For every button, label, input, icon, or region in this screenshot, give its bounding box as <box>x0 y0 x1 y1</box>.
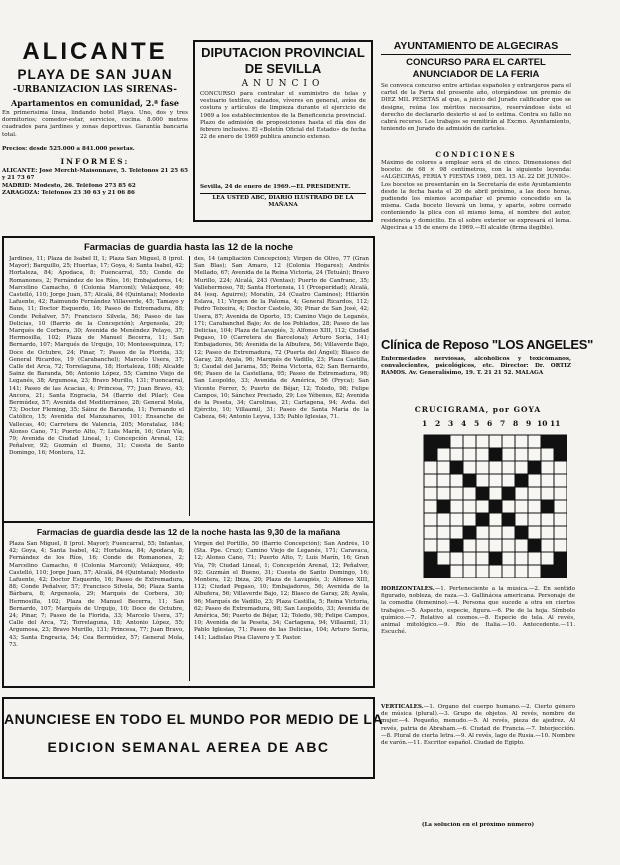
grid-cell <box>450 435 463 448</box>
grid-cell <box>450 500 463 513</box>
grid-cell <box>437 552 450 565</box>
grid-cell <box>528 552 541 565</box>
grid-cell <box>463 448 476 461</box>
algeciras-body-1: Se convoca concurso entre artistas españoles y extranjeros para el cartel de la Feria del presente año, otorgándose un premio de DIEZ MIL PESETAS al que, a juicio del Jurado calificador que se designe, reúna los méritos necesarios, reservándose éste el derecho de declararlo desierto si así lo estima. Contra su fallo no cabrá recurso. Los trabajos se remitirán al Excmo. Ayuntamiento, teniendo en Jurado de admisión de carteles. <box>381 83 571 133</box>
col-number: 6 <box>487 419 493 428</box>
algeciras-rule <box>381 54 571 55</box>
grid-cell <box>502 474 515 487</box>
grid-cell <box>450 552 463 565</box>
grid-cell <box>528 526 541 539</box>
grid-cell <box>515 487 528 500</box>
grid-cell-black <box>437 435 450 448</box>
farmacias-box <box>2 236 375 688</box>
grid-cell <box>541 526 554 539</box>
grid-cell-black <box>424 565 437 578</box>
grid-cell <box>476 565 489 578</box>
farmacias-divider <box>4 521 373 523</box>
grid-cell <box>476 500 489 513</box>
farmacias-col-2: des, 14 (ampliación Concepción); Virgen de Olivo, 77 (Gran San Blas); San Amaro, 12 (Colonia Hogares); Andrés Mellado, 67; Avenida de la Reina Victoria, 24 (Tetuán); Bravo Murillo, 224; Alcalá, 243 (Ventas); Puerto de Canfranc, 35; Vallehermoso, 78; Santa Hortensia, 11 (Prosperidad); Alcalá, 84 (esq. Aguirre); Moratín, 24 (Cuatro Caminos); Hilarión Eslava, 11; Virgen de la Paloma, 4; General Ricardos, 112; Pedro Teixeira, 4; Doctor Castelo, 30; Pinar de San José, 42; Usera, 87; Avenida de Oporto, 15; Camino Viejo de Leganés, 171; Carabanchel Bajo; Av. de los Poblados, 28; Paseo de las Delicias, 104; Plaza de Lavapiés, 3; Alfonso XIII, 112; Ciudad Pegaso, 10 (Carretera de Barcelona); Arturo Soria, 141; Embajadores, 56; Avenida de la Albufera, 56; Villaverde Bajo, 12; Paseo de Extremadura, 72 (Puerta del Ángel); Blasco de Garay, 28; Ayala, 96; Marqués de Vadillo, 23; Plaza Castilla, 5; Caudal del Jarama, 55; Reina Victoria, 62; San Bernardo, 66; Paseo de la Castellana, 95; Paseo de Extremadura, 98; San Leopoldo, 33; Avenida de América, 56 (Pryca); San Vicente Ferrer, 5; Puerto de Béjar, 12; Toledo, 98; Felipe Campos, 10; Sánchez Preciado, 29; Los Yébenes, 82; Avenida de la Peseta, 34; Carolinas, 21; Cartagena, 94; Avda. del Ejército, 10; Villaamil, 31; Paseo de Santa María de la Cabeza, 64; Antonio Leyva, 135; Pablo Iglesias, 71. <box>194 256 369 421</box>
grid-cell <box>515 448 528 461</box>
algeciras-condiciones-heading: CONDICIONES <box>435 150 517 159</box>
horizontales-clues: —1. Perteneciente a la música.—2. En sentido figurado, nobleza, de raza.—3. Gallinácea americana. Personaje de la comedia (femenino).—4. Persona que sucede a otra en ciertos trabajos.—5. Aspecto, especie, figura.—6. Pie de la hoja. Símbolo químico.—7. Relativo al cosmos.—8. Especie de tela. Al revés, animal mitológico.—9. Río de Italia.—10. Antecedente.—11. Escuché. <box>381 586 575 636</box>
grid-cell <box>541 461 554 474</box>
banner-line-2: EDICION SEMANAL AEREA DE ABC <box>47 739 330 755</box>
grid-cell <box>424 513 437 526</box>
grid-cell-black <box>502 487 515 500</box>
col-number: 1 <box>422 419 428 428</box>
verticales-heading: VERTICALES. <box>381 704 424 710</box>
grid-cell <box>450 526 463 539</box>
crossword-grid <box>423 434 567 578</box>
grid-cell <box>463 552 476 565</box>
col-number: 2 <box>435 419 441 428</box>
clinica-title: Clínica de Reposo "LOS ANGELES" <box>381 337 594 352</box>
farmacias-col-4: Virgen del Portillo, 50 (Barrio Concepción); San Andrés, 10 (Sta. Ppe. Cruz); Camino Viejo de Leganés, 171; Caravaca, 12; Alonso Cano, 71; Puerto Alto, 7; Luis Marín, 16; Gran Vía, 79; Ciudad Lineal, 1; Concepción Arenal, 12; Peñalver, 92; Guzmán el Bueno, 31; Cuesta de Santo Domingo, 16; Montera, 12; Ibiza, 20; Plaza de Lavapiés, 3; Alfonso XIII, 112; Ciudad Pegaso, 10; Embajadores, 56; Avenida de la Albufera, 56; Villaverde Bajo, 12; Blasco de Garay, 28; Ayala, 96; Marqués de Vadillo, 23; Plaza Castilla, 5; Reina Victoria, 62; Paseo de Extremadura, 98; San Leopoldo, 33; Avenida de América, 56; Puerto de Béjar, 12; Toledo, 98; Felipe Campos, 10; Avenida de la Peseta, 34; Cartagena, 94; Villaamil, 31; Pablo Iglesias, 71; Paseo de las Delicias, 104; Arturo Soria, 141; Ladislao Pisa Clavero y T. Pastor. <box>194 541 369 641</box>
alicante-urbanizacion: -URBANIZACION LAS SIRENAS- <box>13 85 177 95</box>
algeciras-title: AYUNTAMIENTO DE ALGECIRAS <box>393 40 559 52</box>
algeciras-subtitle-1: CONCURSO PARA EL CARTEL <box>406 57 546 68</box>
alicante-body: En primerísima línea, lindando hotel Playa. Uno, dos y tres dormitorios; comedor-estar, servicios, cocina. 8.000 metros cuadrados para jardines y zonas deportivas. Garantía bancaria total. <box>2 110 188 138</box>
clinica-body: Enfermedades nerviosas, alcohólicos y toxicómanos, convalecientes, psicológicos, etc. Director: Dr. ORTIZ RAMOS. Av. Generalísimo, 19. T. 21 21 52. MALAGA <box>381 356 571 377</box>
grid-cell-black <box>528 461 541 474</box>
grid-cell <box>489 435 502 448</box>
grid-cell <box>541 487 554 500</box>
grid-cell-black <box>515 474 528 487</box>
grid-cell <box>515 461 528 474</box>
grid-cell <box>463 539 476 552</box>
grid-cell <box>463 487 476 500</box>
grid-cell <box>502 565 515 578</box>
grid-cell <box>502 448 515 461</box>
alicante-informes-heading: INFORMES: <box>60 157 130 167</box>
grid-cell <box>502 461 515 474</box>
grid-cell <box>515 435 528 448</box>
grid-cell-black <box>515 526 528 539</box>
grid-cell <box>541 448 554 461</box>
grid-cell <box>528 435 541 448</box>
diputacion-anuncio: ANUNCIO <box>241 79 325 89</box>
grid-cell <box>437 448 450 461</box>
col-number: 4 <box>461 419 467 428</box>
grid-cell-black <box>437 565 450 578</box>
grid-cell <box>424 539 437 552</box>
grid-cell <box>489 474 502 487</box>
grid-cell <box>450 487 463 500</box>
grid-cell <box>437 461 450 474</box>
grid-cell <box>463 513 476 526</box>
grid-cell <box>554 461 567 474</box>
banner-line-1: ANUNCIESE EN TODO EL MUNDO POR MEDIO DE LA <box>4 711 384 727</box>
grid-cell <box>554 526 567 539</box>
horizontales-block <box>381 586 575 704</box>
grid-cell-black <box>554 565 567 578</box>
grid-cell-black <box>489 500 502 513</box>
alicante-informes-zaragoza: ZARAGOZA: Teléfonos 23 30 63 y 21 06 86 <box>2 189 135 196</box>
grid-cell <box>528 565 541 578</box>
col-number: 5 <box>474 419 480 428</box>
grid-cell <box>554 500 567 513</box>
alicante-subtitle: PLAYA DE SAN JUAN <box>17 67 173 82</box>
abc-banner <box>2 697 384 779</box>
grid-cell-black <box>424 435 437 448</box>
diputacion-signature: Sevilla, 24 de enero de 1969.—EL PRESIDENTE. <box>200 184 351 190</box>
grid-cell <box>476 539 489 552</box>
grid-cell <box>502 500 515 513</box>
grid-cell <box>489 539 502 552</box>
grid-cell-black <box>489 552 502 565</box>
col-number: 7 <box>500 419 506 428</box>
diputacion-ad <box>193 40 373 222</box>
farmacias-heading-2: Farmacias de guardia desde las 12 de la noche hasta las 9,30 de la mañana <box>36 527 341 537</box>
grid-cell-black <box>463 526 476 539</box>
grid-cell <box>528 487 541 500</box>
grid-cell <box>476 461 489 474</box>
crucigrama-title: CRUCIGRAMA, por GOYA <box>414 405 542 414</box>
grid-cell <box>463 500 476 513</box>
grid-cell-black <box>541 435 554 448</box>
col-number: 9 <box>526 419 532 428</box>
grid-cell-black <box>554 435 567 448</box>
grid-cell <box>502 526 515 539</box>
algeciras-ad <box>381 40 571 330</box>
diputacion-footer: LEA USTED ABC, DIARIO ILUSTRADO DE LA MAÑANA <box>200 193 366 209</box>
grid-cell <box>489 565 502 578</box>
crucigrama <box>381 404 575 844</box>
grid-cell <box>463 565 476 578</box>
grid-cell-black <box>424 552 437 565</box>
grid-cell-black <box>489 448 502 461</box>
grid-cell <box>450 448 463 461</box>
grid-cell <box>515 539 528 552</box>
grid-cell <box>541 513 554 526</box>
grid-cell <box>515 513 528 526</box>
grid-cell-black <box>528 539 541 552</box>
grid-cell-black <box>541 500 554 513</box>
grid-cell-black <box>554 448 567 461</box>
col-number: 10 <box>537 419 548 428</box>
grid-cell <box>450 565 463 578</box>
grid-cell <box>424 487 437 500</box>
grid-cell <box>437 474 450 487</box>
grid-cell-black <box>450 539 463 552</box>
alicante-informes-madrid: MADRID: Modesto, 26. Teléfono 273 85 62 <box>2 182 136 189</box>
grid-cell <box>450 474 463 487</box>
grid-cell <box>424 526 437 539</box>
grid-cell <box>476 448 489 461</box>
grid-cell <box>463 461 476 474</box>
grid-cell <box>489 487 502 500</box>
grid-cell-black <box>554 552 567 565</box>
alicante-precios: Precios: desde 525.000 a 841.000 pesetas. <box>2 146 135 152</box>
grid-cell <box>437 487 450 500</box>
crucigrama-solution-note: (La solución en el próximo número) <box>421 822 535 828</box>
grid-cell <box>489 526 502 539</box>
grid-cell-black <box>476 513 489 526</box>
horizontales-heading: HORIZONTALES. <box>381 586 435 592</box>
grid-cell <box>554 539 567 552</box>
grid-cell <box>515 500 528 513</box>
grid-cell <box>528 448 541 461</box>
grid-cell <box>437 513 450 526</box>
farmacias-col-1: Jardines, 11; Plaza de Isabel II, 1; Plaza San Miguel, 8 (prol. Mayor); Barquillo, 25; Huertas, 17; Goya, 4; Santa Isabel, 42; Hortaleza, 84; Apodaca, 8; Fuencarral, 55; Conde de Romanones, 2; Fernández de los Ríos, 16; Embajadores, 14; Marcelino Camacho, 6 (Colonia Marconi); Velázquez, 49; Castelló, 110; Jorge Juan, 57; Alcalá, 84 (Quintana); Modesto Lafuente, 42; Raimundo Fernández Villaverde, 45; Tamayo y Baus, 11; Doctor Esquerdo, 16; Paseo de Extremadura, 88; Conde Peñalver, 57; Francisco Silvela, 56; Paseo de las Delicias, 10 (Barrio de la Concepción); Argensola, 29; Marqués de Corbera, 30; Avenida de Menéndez Pelayo, 37; Hermosilla, 102; Plaza de Manuel Becerra, 11; San Bernardo, 107; Marqués de Urquijo, 10; Monteesquinza, 17; Doce de Octubre, 24; Pinar, 7; Paseo de la Florida, 33; General Ricardos, 19 (Carabanchel); Marcelo Usera, 37; Calle del Arca, 72; Torrelaguna, 18; Hortaleza, 108; Alcalde Sainz de Baranda, 56; Antonio López, 55; Camino Viejo de Leganés, 38; Argumosa, 23; Bravo Murillo, 131; Fuencarral, 141; Paseo de las Acacias, 4; Princesa, 77; Juan Bravo, 43; Ancora, 21; Santa Engracia, 54 (Barrio del Pilar); Cea Bermúdez, 57; Avenida del Mediterráneo, 28; General Mola, 73; Doctor Fleming, 35; Sáinz de Baranda, 11; Fernando el Católico, 15; Avenida del Manzanares, 101; Ensanche de Vallecas, 40; Carretera de Valencia, 205; Moratalaz, 184; Alonso Cano, 71; Puerto Alto, 7; Luis Marín, 16; Gran Vía, 79; Avenida de Ciudad Lineal, 1; Concepción Arenal, 12; Peñalver, 92; Guzmán el Bueno, 31; Cuesta de Santo Domingo, 16; Montera, 12. <box>9 256 184 457</box>
grid-cell <box>463 435 476 448</box>
diputacion-body: CONCURSO para contratar el suministro de telas y vestuario textiles, calzados, víveres en general, avíos de costura y artículos de limpieza durante el ejercicio de 1969 a los establecimientos de la Beneficencia provincial. Plazo de admisión de proposiciones hasta el día dos de febrero inclusive. El «Boletín Oficial del Estado» de fecha 22 de enero de 1969 publica anuncio extenso. <box>200 91 366 141</box>
grid-cell-black <box>437 500 450 513</box>
grid-cell <box>502 435 515 448</box>
grid-cell <box>476 526 489 539</box>
grid-cell <box>554 474 567 487</box>
col-number: 8 <box>513 419 519 428</box>
grid-cell-black <box>502 513 515 526</box>
grid-cell <box>476 474 489 487</box>
grid-cell <box>502 552 515 565</box>
grid-cell <box>528 474 541 487</box>
grid-cell-black <box>424 448 437 461</box>
grid-cell <box>554 487 567 500</box>
grid-cell <box>424 474 437 487</box>
grid-cell <box>515 552 528 565</box>
grid-cell <box>424 500 437 513</box>
grid-cell <box>437 539 450 552</box>
verticales-block <box>381 704 575 822</box>
farmacias-heading-1: Farmacias de guardia hasta las 12 de la noche <box>83 242 294 253</box>
diputacion-title-2: DE SEVILLA <box>244 61 322 76</box>
grid-cell-black <box>476 487 489 500</box>
grid-cell <box>515 565 528 578</box>
grid-cell <box>489 513 502 526</box>
grid-cell <box>541 474 554 487</box>
clinica-ad <box>381 334 594 396</box>
grid-cell-black <box>541 565 554 578</box>
col-number: 11 <box>550 419 561 428</box>
alicante-title: ALICANTE <box>22 38 168 65</box>
grid-cell-black <box>463 474 476 487</box>
grid-cell <box>450 513 463 526</box>
grid-cell <box>554 513 567 526</box>
grid-cell <box>476 552 489 565</box>
verticales-clues: —1. Organo del cuerpo humano.—2. Cierto género de música (plural).—3. Grupo de objetos. Al revés, nombre de mujer.—4. Pequeño, menudo.—5. Al revés, pieza de ajedrez. Al revés, patria de Abraham.—6. Ciudad de Francia.—7. Interjección.—8. Plural de cierta letra.—9. Al revés, lago de Rusia.—10. Nombre de varón.—11. Escritor español. Ciudad de Egipto. <box>381 704 575 747</box>
algeciras-subtitle-2: ANUNCIADOR DE LA FERIA <box>412 69 540 80</box>
alicante-informes-alicante: ALICANTE: José Mercht-Maisonnave, 5. Teléfonos 21 25 65 y 21 73 67 <box>2 168 188 182</box>
grid-cell-black <box>450 461 463 474</box>
alicante-apartments-heading: Apartamentos en comunidad, 2.ª fase <box>11 98 179 108</box>
col-number: 3 <box>448 419 454 428</box>
alicante-ad <box>2 38 188 216</box>
grid-cell <box>541 552 554 565</box>
crucigrama-numbers <box>419 419 569 431</box>
grid-cell <box>437 526 450 539</box>
diputacion-title-1: DIPUTACION PROVINCIAL <box>201 45 365 60</box>
grid-cell <box>541 539 554 552</box>
farmacias-col-3: Plaza San Miguel, 8 (prol. Mayor); Fuencarral, 55; Infantas, 42; Goya, 4; Santa Isabel, 42; Hortaleza, 84; Apodaca, 8; Fernández de los Ríos, 16; Conde de Romanones, 2; Marcelino Camacho, 6 (Colonia Marconi); Velázquez, 49; Castelló, 110; Jorge Juan, 57; Alcalá, 84 (Quintana); Modesto Lafuente, 42; Doctor Esquerdo, 16; Paseo de Extremadura, 88; Conde Peñalver, 57; Francisco Silvela, 56; Plaza Santa Bárbara, 8; Argensola, 29; Marqués de Corbera, 30; Hermosilla, 102; Plaza de Manuel Becerra, 11; San Bernardo, 107; Marqués de Urquijo, 10; Doce de Octubre, 24; Pinar, 7; Paseo de la Florida, 33; Marcelo Usera, 37; Calle del Arca, 72; Torrelaguna, 18; Antonio López, 55; Argumosa, 23; Bravo Murillo, 131; Princesa, 77; Juan Bravo, 43; Santa Engracia, 54; Cea Bermúdez, 57; General Mola, 73. <box>9 541 184 648</box>
algeciras-body-2: Máximo de colores a emplear será el de cinco. Dimensiones del boceto: de 68 × 98 centímetros, con la siguiente leyenda: «ALGECIRAS, FERIA Y FIESTAS 1969, DEL 15 AL 22 DE JUNIO». Los bocetos se presentarán en la Secretaría de este Ayuntamiento desde la fecha hasta el 20 de abril próximo, a las doce horas, pudiendo los mismos acompañar el premio concedido en la misma. Cada boceto llevará un lema, y aparte, sobre cerrado conteniendo la plica con el mismo lema, el nombre del autor, residencia y domicilio. En el sobre exterior se expresará el lema. Algeciras a 15 de enero de 1969.—El alcalde (firma ilegible). <box>381 160 571 231</box>
grid-cell <box>528 500 541 513</box>
grid-cell <box>489 461 502 474</box>
grid-cell <box>528 513 541 526</box>
grid-cell <box>502 539 515 552</box>
grid-cell <box>476 435 489 448</box>
grid-cell <box>424 461 437 474</box>
